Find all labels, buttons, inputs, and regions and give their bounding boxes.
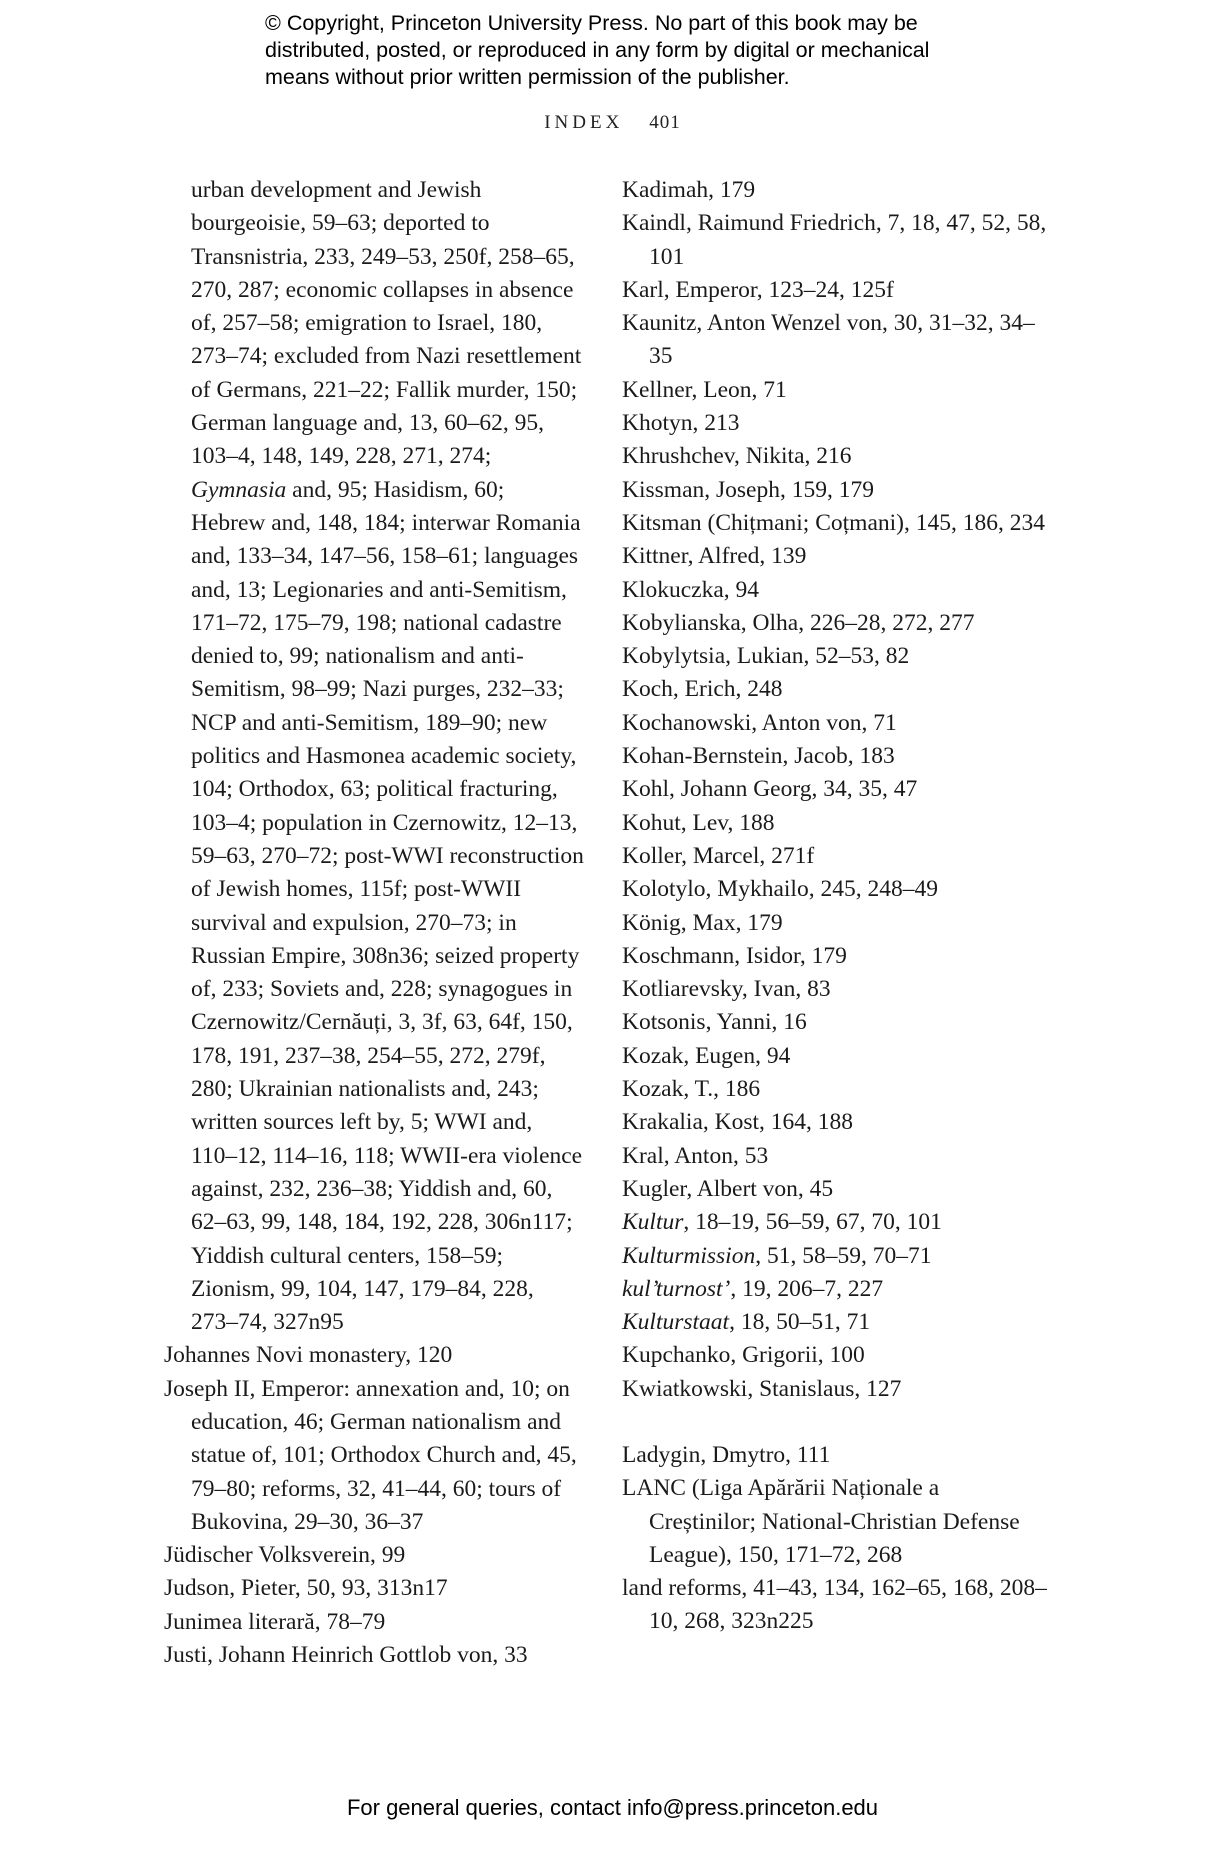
index-entry <box>622 1206 1052 1239</box>
index-entry: Kolotylo, Mykhailo, 245, 248–49 <box>622 876 938 903</box>
index-entry-continuation <box>164 174 584 1339</box>
entry-pages: , 18–19, 56–59, 67, 70, 101 <box>683 1209 942 1236</box>
index-entry: Kwiatkowski, Stanislaus, 127 <box>622 1375 902 1402</box>
index-entry: Kupchanko, Grigorii, 100 <box>622 1342 865 1369</box>
index-entry: Kotliarevsky, Ivan, 83 <box>622 976 831 1003</box>
index-column-left <box>164 174 584 1672</box>
index-entry: Judson, Pieter, 50, 93, 313n17 <box>164 1575 448 1602</box>
copyright-line-2: distributed, posted, or reproduced in any form by digital or mechanical <box>265 38 930 62</box>
running-head-label: INDEX <box>544 112 624 133</box>
index-entry: Kochanowski, Anton von, 71 <box>622 709 897 736</box>
index-entry: Khotyn, 213 <box>622 410 740 437</box>
index-entry: Kaunitz, Anton Wenzel von, 30, 31–32, 34–35 <box>622 310 1035 370</box>
letter-section-gap <box>622 1406 1052 1439</box>
index-entry: Kellner, Leon, 71 <box>622 376 787 403</box>
index-entry: Kohut, Lev, 188 <box>622 809 775 836</box>
entry-pages: , 19, 206–7, 227 <box>730 1275 884 1302</box>
index-entry: König, Max, 179 <box>622 909 783 936</box>
index-entry: Kral, Anton, 53 <box>622 1142 769 1169</box>
index-entry: Kaindl, Raimund Friedrich, 7, 18, 47, 52, 58, 101 <box>622 210 1047 270</box>
index-entry: Kohan-Bernstein, Jacob, 183 <box>622 743 895 770</box>
entry-text: urban development and Jewish bourgeoisie, 59–63; deported to Transnistria, 233, 249–53, 250f, 258–65, 270, 287; economic collapses in absence of, 257–58; emigration to Israel, 180, 273–74; excluded from Nazi resettlement of Germans, 221–22; Fallik murder, 150; German language and, 13, 60–62, 95, 103–4, 148, 149, 228, 271, 274; <box>191 177 582 470</box>
index-entry: Kozak, Eugen, 94 <box>622 1042 791 1069</box>
entry-italic-term: Kulturmission <box>622 1242 756 1269</box>
index-entry: Kugler, Albert von, 45 <box>622 1175 834 1202</box>
index-column-right <box>622 174 1052 1639</box>
index-entry: Kotsonis, Yanni, 16 <box>622 1009 807 1036</box>
index-entry: Justi, Johann Heinrich Gottlob von, 33 <box>164 1642 528 1669</box>
index-entry: Ladygin, Dmytro, 111 <box>622 1441 831 1468</box>
index-entry: Kozak, T., 186 <box>622 1076 761 1103</box>
copyright-notice <box>265 10 1025 91</box>
index-entry: Kobylytsia, Lukian, 52–53, 82 <box>622 643 910 670</box>
index-entry: Kitsman (Chițmani; Coțmani), 145, 186, 234 <box>622 509 1045 536</box>
index-entry <box>622 1306 1052 1339</box>
entry-text: and, 95; Hasidism, 60; Hebrew and, 148, 184; interwar Romania and, 133–34, 147–56, 158–61; languages and, 13; Legionaries and anti-Semitism, 171–72, 175–79, 198; national cadastre denied to, 99; nationalism and anti-Semitism, 98–99; Nazi purges, 232–33; NCP and anti-Semitism, 189–90; new politics and Hasmonea academic society, 104; Orthodox, 63; political fracturing, 103–4; population in Czernowitz, 12–13, 59–63, 270–72; post-WWI reconstruction of Jewish homes, 115f; post-WWII survival and expulsion, 270–73; in Russian Empire, 308n36; seized property of, 233; Soviets and, 228; synagogues in Czernowitz/Cernăuți, 3, 3f, 63, 64f, 150, 178, 191, 237–38, 254–55, 272, 279f, 280; Ukrainian nationalists and, 243; written sources left by, 5; WWI and, 110–12, 114–16, 118; WWII-era violence against, 232, 236–38; Yiddish and, 60, 62–63, 99, 148, 184, 192, 228, 306n117; Yiddish cultural centers, 158–59; Zionism, 99, 104, 147, 179–84, 228, 273–74, 327n95 <box>191 476 584 1336</box>
page-number: 401 <box>649 112 681 133</box>
index-entry: Khrushchev, Nikita, 216 <box>622 443 852 470</box>
index-entry: Krakalia, Kost, 164, 188 <box>622 1109 854 1136</box>
index-entry: Kissman, Joseph, 159, 179 <box>622 476 874 503</box>
entry-pages: , 51, 58–59, 70–71 <box>755 1242 932 1269</box>
copyright-line-1: © Copyright, Princeton University Press. No part of this book may be <box>265 11 918 35</box>
index-entry: land reforms, 41–43, 134, 162–65, 168, 208–10, 268, 323n225 <box>622 1575 1047 1635</box>
entry-italic-term: Kultur <box>622 1209 684 1236</box>
entry-pages: , 18, 50–51, 71 <box>729 1309 871 1336</box>
index-entry: Joseph II, Emperor: annexation and, 10; on education, 46; German nationalism and statue of, 101; Orthodox Church and, 45, 79–80; reforms, 32, 41–44, 60; tours of Bukovina, 29–30, 36–37 <box>164 1375 577 1535</box>
index-entry: Kohl, Johann Georg, 34, 35, 47 <box>622 776 918 803</box>
entry-italic-term: Gymnasia <box>191 476 287 503</box>
index-entry <box>622 1273 1052 1306</box>
index-entry: Karl, Emperor, 123–24, 125f <box>622 276 894 303</box>
entry-italic-term: Kulturstaat <box>622 1309 730 1336</box>
index-entry: Koch, Erich, 248 <box>622 676 783 703</box>
index-entry: Johannes Novi monastery, 120 <box>164 1342 453 1369</box>
index-entry: Koschmann, Isidor, 179 <box>622 942 847 969</box>
footer-contact: For general queries, contact info@press.princeton.edu <box>346 1795 879 1820</box>
index-entry: Kadimah, 179 <box>622 177 756 203</box>
index-entry: Kittner, Alfred, 139 <box>622 543 807 570</box>
copyright-line-3: means without prior written permission of the publisher. <box>265 65 790 89</box>
index-entry: Junimea literară, 78–79 <box>164 1608 386 1635</box>
entry-italic-term: kul’turnost’ <box>622 1275 731 1302</box>
index-entry: Koller, Marcel, 271f <box>622 842 815 869</box>
running-head <box>0 112 1225 134</box>
index-entry <box>622 1240 1052 1273</box>
index-entry: LANC (Liga Apărării Naționale a Creștinilor; National-Christian Defense League), 150, 171–72, 268 <box>622 1475 1020 1568</box>
index-entry: Jüdischer Volksverein, 99 <box>164 1542 406 1569</box>
index-entry: Klokuczka, 94 <box>622 576 760 603</box>
index-entry: Kobylianska, Olha, 226–28, 272, 277 <box>622 609 975 636</box>
